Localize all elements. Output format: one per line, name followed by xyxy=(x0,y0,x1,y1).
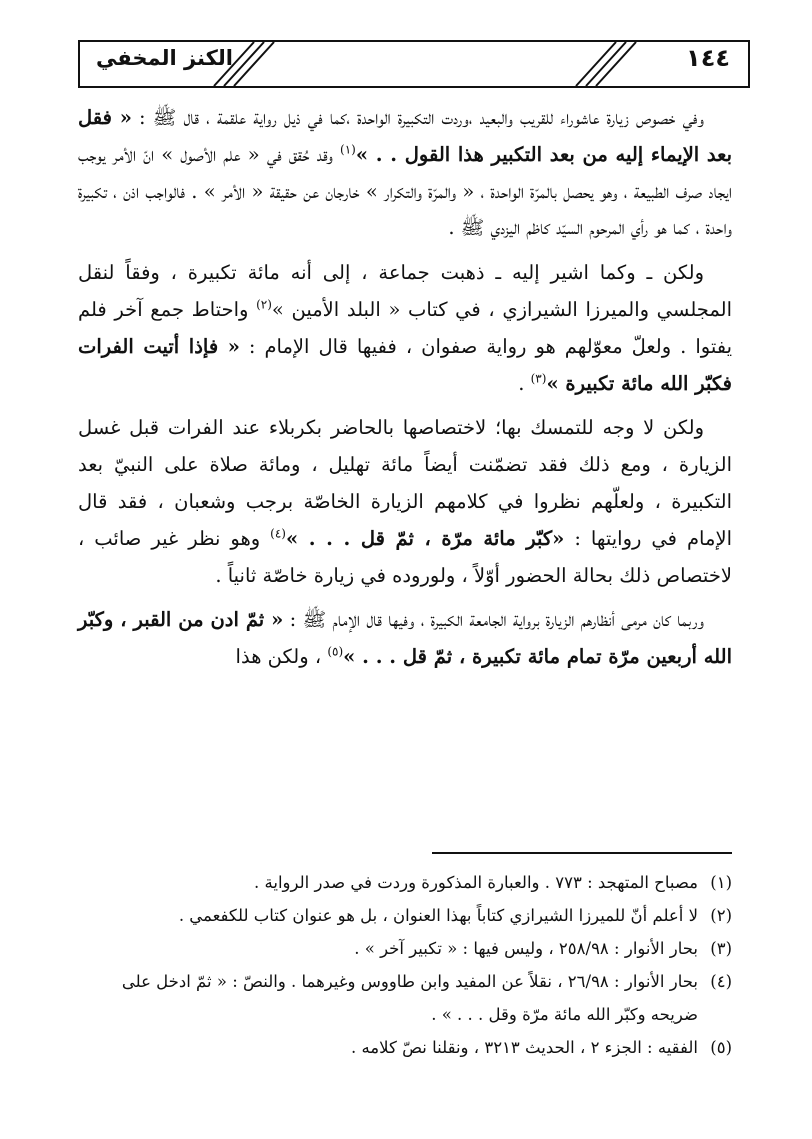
text-run: ولكن لا وجه للتمسك بها؛ لاختصاصها بالحاضر بكربلاء عند الفرات قبل غسل الزيارة ، ومع ذلك فقد تضمّنت أيضاً مائة تهليل ، ومائة صلاة على النبيّ بعد التكبيرة ، ولعلّهم نظروا في كلامهم الزيارة الخاصّة برجب وشعبان ، فقد قال الإمام في روايتها : xyxy=(78,416,732,550)
footnote-number: (٣) xyxy=(710,939,732,958)
footnote-text: بحار الأنوار : ٢٦/٩٨ ، نقلاً عن المفيد وابن طاووس وغيرهما . والنصّ : « ثمّ ادخل على ضريحه وكبّر الله مائة مرّة وقل . . . » . xyxy=(121,972,698,1024)
page-number: ١٤٤ xyxy=(686,44,730,72)
quote: « فقل بعد الإيماء إليه من بعد التكبير هذا القول . . » xyxy=(78,106,732,166)
text-run: وقد حُقق في « علم الأصول » انّ الأمر يوجب ايجاد صرف الطبيعة ، وهو يحصل بالمرّة الواحدة ، « والمرّة والتكرار » خارجان عن حقيقة « الأمر » . فالواجب اذن ، تكبيرة واحدة ، كما هو رأي المرحوم السيّد كاظم اليزدي ﷺ . xyxy=(78,142,732,240)
footnote-3 xyxy=(78,932,732,965)
footnote-1 xyxy=(78,866,732,899)
main-text xyxy=(78,100,732,684)
footnote-text: لا أعلم أنّ للميرزا الشيرازي كتاباً بهذا العنوان ، بل هو عنوان كتاب للكفعمي . xyxy=(178,906,698,925)
footnote-ref-3[interactable]: (٣) xyxy=(530,371,547,386)
paragraph-3 xyxy=(78,410,732,594)
quote: « فإذا أتيت الفرات فكبّر الله مائة تكبيرة » xyxy=(78,334,732,395)
footnote-4 xyxy=(78,965,732,1031)
footnote-number: (٤) xyxy=(710,972,732,991)
paragraph-1 xyxy=(78,100,732,247)
text-run: . xyxy=(518,371,531,395)
page-header xyxy=(78,40,750,88)
footnotes xyxy=(78,866,732,1064)
footnote-ref-5[interactable]: (٥) xyxy=(327,644,344,659)
footnote-number: (٥) xyxy=(710,1038,732,1057)
book-title: الكنز المخفي xyxy=(96,46,233,70)
paragraph-4 xyxy=(78,602,732,676)
quote: «كبّر مائة مرّة ، ثمّ قل . . . » xyxy=(285,526,565,550)
footnote-separator xyxy=(432,852,732,854)
footnote-2 xyxy=(78,899,732,932)
footnote-text: مصباح المتهجد : ٧٧٣ . والعبارة المذكورة وردت في صدر الرواية . xyxy=(254,873,698,892)
footnote-number: (١) xyxy=(710,873,732,892)
text-run: وفي خصوص زيارة عاشوراء للقريب والبعيد ،وردت التكبيرة الواحدة ،كما في ذيل رواية علقمة ، قال ﷺ : xyxy=(131,106,704,129)
footnote-ref-2[interactable]: (٢) xyxy=(256,297,272,312)
footnote-ref-4[interactable]: (٤) xyxy=(270,526,286,541)
paragraph-2 xyxy=(78,255,732,402)
footnote-number: (٢) xyxy=(710,906,732,925)
text-run: واحتاط جمع آخر فلم يفتوا . ولعلّ معوّلهم هو رواية صفوان ، ففيها قال الإمام : xyxy=(78,297,732,358)
text-run: وربما كان مرمى أنظارهم الزيارة برواية الجامعة الكبيرة ، وفيها قال الإمام ﷺ : xyxy=(283,608,704,632)
footnote-text: الفقيه : الجزء ٢ ، الحديث ٣٢١٣ ، ونقلنا نصّ كلامه . xyxy=(350,1038,698,1057)
text-run: ، ولكن هذا xyxy=(235,645,328,669)
text-run: ولكن ـ وكما اشير إليه ـ ذهبت جماعة ، إلى أنه مائة تكبيرة ، وفقاً لنقل المجلسي والميرزا الشيرازي ، في كتاب « البلد الأمين » xyxy=(78,261,733,321)
quote: « ثمّ ادن من القبر ، وكبّر الله أربعين مرّة تمام مائة تكبيرة ، ثمّ قل . . . » xyxy=(78,608,732,669)
footnote-ref-1[interactable]: (١) xyxy=(340,142,356,157)
text-run: وهو نظر غير صائب ، لاختصاص ذلك بحالة الحضور أوّلاً ، ولوروده في زيارة خاصّة ثانياً . xyxy=(78,526,732,587)
footnote-5 xyxy=(78,1031,732,1064)
footnote-text: بحار الأنوار : ٢٥٨/٩٨ ، وليس فيها : « تكبير آخر » . xyxy=(354,939,698,958)
